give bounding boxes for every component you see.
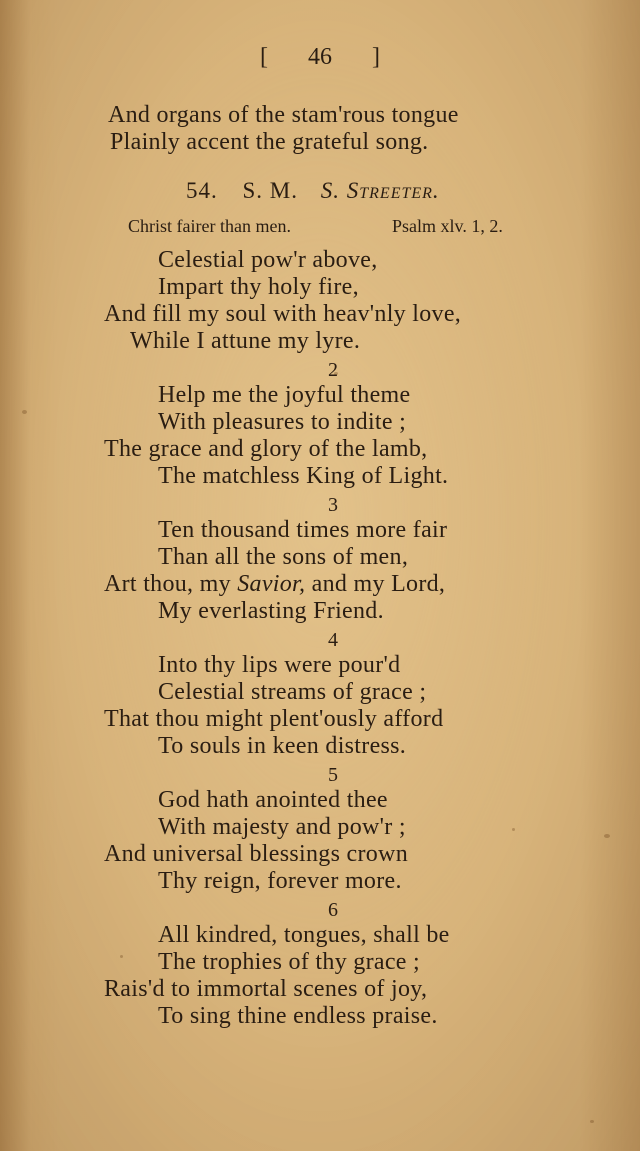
- savior-word: Savior,: [237, 571, 306, 597]
- stanza-5-line-4: Thy reign, forever more.: [158, 868, 402, 894]
- paper-speck: [22, 410, 27, 414]
- carryover-line-2: Plainly accent the grateful song.: [110, 129, 429, 155]
- stanza-1-line-1: Celestial pow'r above,: [158, 247, 378, 273]
- page-number-value: 46: [308, 44, 332, 70]
- stanza-2-line-1: Help me the joyful theme: [158, 382, 411, 408]
- stanza-4-line-3: That thou might plent'ously afford: [104, 706, 444, 732]
- paper-speck: [604, 834, 610, 838]
- paper-speck: [120, 955, 123, 958]
- stanza-6-line-2: The trophies of thy grace ;: [158, 949, 421, 975]
- stanza-3-line-3-b: and my Lord,: [305, 571, 446, 597]
- stanza-4-line-1: Into thy lips were pour'd: [158, 652, 401, 678]
- stanza-1-line-2: Impart thy holy fire,: [158, 274, 359, 300]
- hymn-reference: Psalm xlv. 1, 2.: [392, 216, 503, 236]
- paper-speck: [590, 1120, 594, 1123]
- hymn-composer: S. Streeter.: [320, 178, 440, 203]
- stanza-3-line-2: Than all the sons of men,: [158, 544, 409, 570]
- bracket-left: [: [260, 44, 268, 70]
- stanza-4-number: 4: [328, 629, 338, 651]
- stanza-6-line-3: Rais'd to immortal scenes of joy,: [104, 976, 428, 1002]
- stanza-3-line-1: Ten thousand times more fair: [158, 517, 448, 543]
- stanza-5-line-3: And universal blessings crown: [104, 841, 408, 867]
- stanza-6-line-4: To sing thine endless praise.: [158, 1003, 438, 1029]
- stanza-2-number: 2: [328, 359, 338, 381]
- stanza-1-line-3: And fill my soul with heav'nly love,: [104, 301, 462, 327]
- hymn-heading: [186, 178, 440, 204]
- stanza-3-line-3: [104, 570, 445, 598]
- stanza-6-line-1: All kindred, tongues, shall be: [158, 922, 450, 948]
- stanza-3-line-4: My everlasting Friend.: [158, 598, 384, 624]
- stanza-4-line-4: To souls in keen distress.: [158, 733, 407, 759]
- stanza-5-line-2: With majesty and pow'r ;: [158, 814, 406, 840]
- stanza-2-line-2: With pleasures to indite ;: [158, 409, 407, 435]
- stanza-3-number: 3: [328, 494, 338, 516]
- paper-speck: [512, 828, 515, 831]
- stanza-3-line-3-a: Art thou, my: [104, 571, 238, 597]
- stanza-2-line-3: The grace and glory of the lamb,: [104, 436, 428, 462]
- stanza-4-line-2: Celestial streams of grace ;: [158, 679, 427, 705]
- stanza-6-number: 6: [328, 899, 338, 921]
- hymn-title: Christ fairer than men.: [128, 216, 291, 236]
- carryover-line-1: And organs of the stam'rous tongue: [108, 102, 459, 128]
- hymn-number: 54.: [186, 178, 218, 203]
- hymn-meter: S. M.: [242, 178, 298, 203]
- bracket-right: ]: [372, 44, 380, 70]
- stanza-5-line-1: God hath anointed thee: [158, 787, 388, 813]
- stanza-1-line-4: While I attune my lyre.: [130, 328, 361, 354]
- stanza-2-line-4: The matchless King of Light.: [158, 463, 449, 489]
- stanza-5-number: 5: [328, 764, 338, 786]
- page-number: [0, 44, 640, 71]
